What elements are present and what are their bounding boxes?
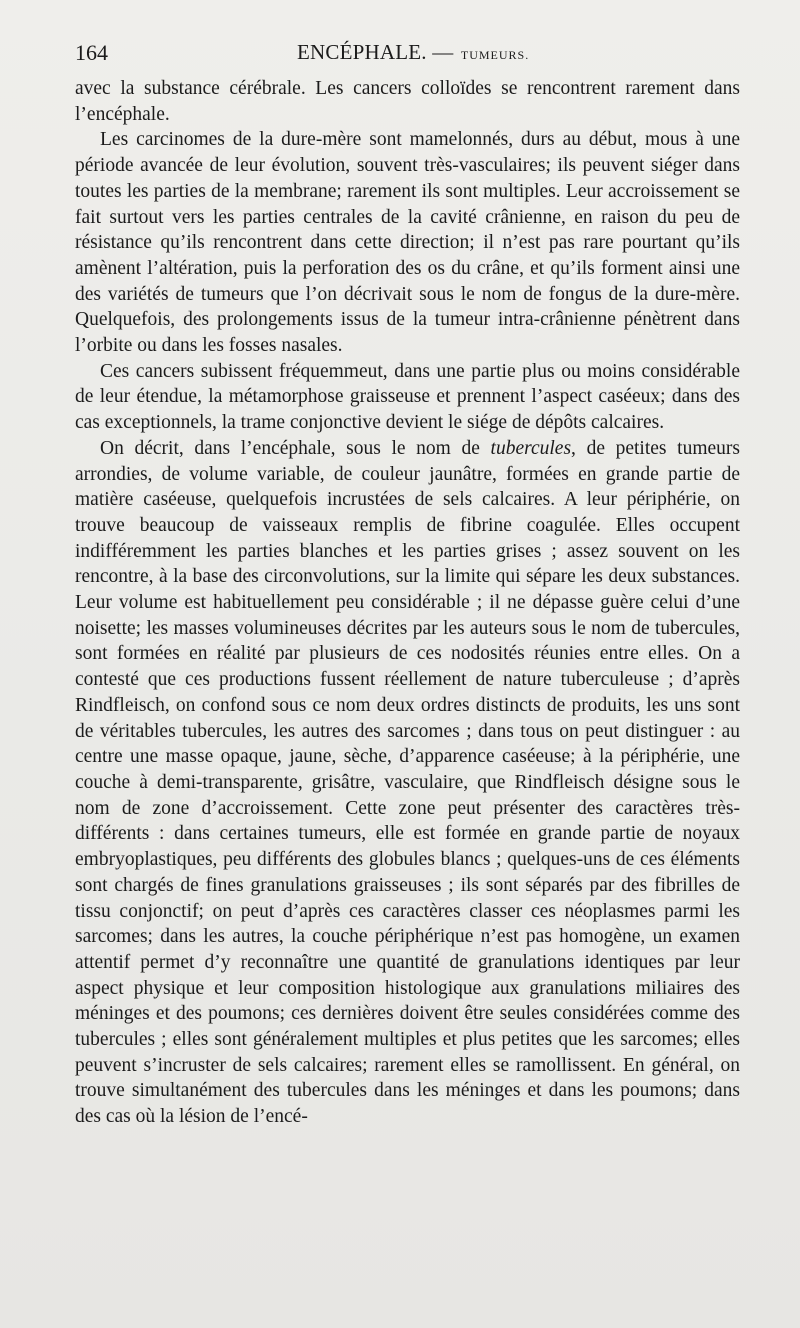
paragraph-cancers-metamorphose: Ces cancers subissent fréquemmeut, dans une partie plus ou moins considérable de leur étendue, la métamorphose graisseuse et prennent l’aspect caséeux; dans des cas exceptionnels, la trame conjonctive devient le siége de dépôts calcaires. — [75, 360, 740, 434]
paragraph-tubercules — [75, 436, 740, 1130]
tubercules-term: tubercules — [490, 437, 572, 459]
tubercules-body: , de petites tumeurs arrondies, de volume variable, de couleur jaunâtre, formées en grande partie de matière caséeuse, quelquefois incrustées de sels calcaires. A leur périphérie, on trouve beaucoup de vaisseaux remplis de fibrine coagulée. Elles occupent indifféremment les parties blanches et les parties grises ; assez souvent on les rencontre, à la base des circonvolutions, sur la limite qui sépare les deux substances. Leur volume est habituellement peu considérable ; il ne dépasse guère celui d’une noisette; les masses volumineuses décrites par les auteurs sous le nom de tubercules, sont formées en réalité par plusieurs de ces nodosités réunies entre elles. On a contesté que ces productions fussent réellement de nature tuberculeuse ; d’après Rindfleisch, on confond sous ce nom deux ordres distincts de produits, les uns sont de véritables tubercules, les autres des sarcomes ; dans tous on peut distinguer : au centre une masse opaque, jaune, sèche, d’apparence caséeuse; à la périphérie, une couche à demi-transparente, grisâtre, vasculaire, que Rindfleisch désigne sous le nom de zone d’accroissement. Cette zone peut présenter des caractères très-différents : dans certaines tumeurs, elle est formée en grande partie de noyaux embryoplastiques, peu différents des globules blancs ; quelques-uns de ces éléments sont chargés de fines granulations graisseuses ; ils sont séparés par des fibrilles de tissu conjonctif; on peut d’après ces caractères classer ces néoplasmes parmi les sarcomes; dans les autres, la couche périphérique n’est pas homogène, un examen attentif permet d’y reconnaître une quantité de granulations identiques par leur aspect physique et leur composition histologique aux granulations miliaires des méninges et des poumons; ces dernières doivent être seules considérées comme des tubercules ; elles sont généralement multiples et plus petites que les sarcomes; elles peuvent s’incruster de sels calcaires; rarement elles se ramollissent. En général, on trouve simultanément des tubercules dans les méninges et dans les poumons; dans des cas où la lésion de l’encé- — [75, 437, 740, 1128]
running-head — [297, 40, 529, 65]
body-text — [75, 76, 740, 1130]
chapter-title: ENCÉPHALE. — [297, 40, 427, 64]
page-number: 164 — [75, 40, 108, 65]
paragraph-continuation: avec la substance cérébrale. Les cancers colloïdes se rencontrent rarement dans l’encéphale. — [75, 78, 740, 125]
header-separator: — — [432, 40, 454, 64]
paragraph-carcinomes: Les carcinomes de la dure-mère sont mamelonnés, durs au début, mous à une période avancée de leur évolution, souvent très-vasculaires; ils peuvent siéger dans toutes les parties de la membrane; rarement ils sont multiples. Leur accroissement se fait surtout vers les parties centrales de la cavité crânienne, en raison du peu de résistance qu’ils rencontrent dans cette direction; il n’est pas rare pourtant qu’ils amènent l’altération, puis la perforation des os du crâne, et qu’ils forment ainsi une des variétés de tumeurs que l’on décrivait sous le nom de fongus de la dure-mère. Quelquefois, des prolongements issus de la tumeur intra-crânienne pénètrent dans l’orbite ou dans les fosses nasales. — [75, 129, 740, 357]
page-header — [75, 40, 740, 70]
section-title: TUMEURS. — [460, 48, 530, 62]
tubercules-intro: On décrit, dans l’encéphale, sous le nom de — [100, 437, 491, 459]
